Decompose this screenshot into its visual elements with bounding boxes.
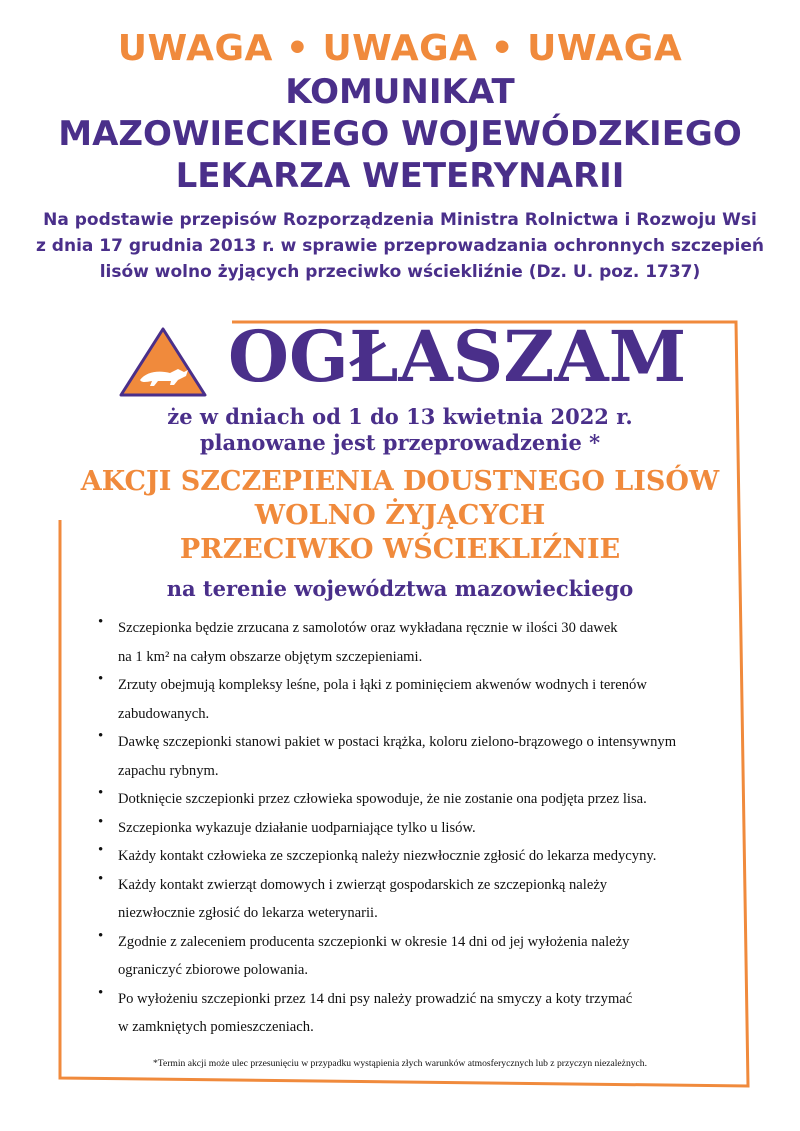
bullet-text: zabudowanych. bbox=[118, 705, 210, 722]
list-item bbox=[98, 671, 718, 728]
list-item bbox=[98, 728, 718, 785]
bullet-text: • Zrzuty obejmują kompleksy leśne, pola i łąki z pominięciem akwenów wodnych i terenów bbox=[118, 677, 647, 693]
bullet-text: • Po wyłożeniu szczepionki przez 14 dni psy należy prowadzić na smyczy a koty trzymać bbox=[118, 990, 633, 1007]
bullet-text: niezwłocznie zgłosić do lekarza weterynarii. bbox=[118, 905, 378, 921]
bullet-text: na 1 km² na całym obszarze objętym szczepieniami. bbox=[118, 648, 423, 665]
area-line: na terenie województwa mazowieckiego bbox=[166, 576, 634, 601]
bullet-list bbox=[98, 614, 718, 1042]
list-item bbox=[98, 785, 718, 814]
legal-basis-line-1: Na podstawie przepisów Rozporządzenia Ministra Rolnictwa i Rozwoju Wsi bbox=[43, 210, 757, 230]
list-item bbox=[98, 614, 718, 671]
bullet-text: • Każdy kontakt człowieka ze szczepionką należy niezwłocznie zgłosić do lekarza medycyny. bbox=[118, 848, 657, 864]
list-item bbox=[98, 871, 718, 928]
list-item bbox=[98, 842, 718, 871]
list-item bbox=[98, 985, 718, 1042]
bullet-text: • Każdy kontakt zwierząt domowych i zwierząt gospodarskich ze szczepionką należy bbox=[118, 876, 608, 893]
footnote: *Termin akcji może ulec przesunięciu w przypadku wystąpienia złych warunków atmosferycznych lub z przyczyn niezależnych. bbox=[152, 1058, 647, 1069]
list-item bbox=[98, 814, 718, 843]
date-line-2: planowane jest przeprowadzenie * bbox=[199, 430, 601, 455]
legal-basis-line-3: lisów wolno żyjących przeciwko wściekliźnie (Dz. U. poz. 1737) bbox=[99, 262, 701, 282]
headline-oglaszam: OGŁASZAM bbox=[228, 315, 687, 398]
title-line-2: MAZOWIECKIEGO WOJEWÓDZKIEGO bbox=[58, 114, 742, 154]
bullet-text: w zamkniętych pomieszczeniach. bbox=[118, 1019, 314, 1035]
action-title-line-2: WOLNO ŻYJĄCYCH bbox=[254, 500, 546, 531]
action-title-line-3: PRZECIWKO WŚCIEKLIŹNIE bbox=[179, 534, 621, 565]
list-item bbox=[98, 928, 718, 985]
bullet-text: • Dotknięcie szczepionki przez człowieka spowoduje, że nie zostanie ona podjęta przez lisa. bbox=[118, 791, 647, 807]
date-line-1: że w dniach od 1 do 13 kwietnia 2022 r. bbox=[167, 404, 633, 429]
fox-warning-triangle-icon bbox=[118, 326, 208, 398]
action-title-line-1: AKCJI SZCZEPIENIA DOUSTNEGO LISÓW bbox=[80, 466, 720, 497]
bullet-text: ograniczyć zbiorowe polowania. bbox=[118, 962, 309, 978]
attention-banner: UWAGA • UWAGA • UWAGA bbox=[117, 28, 683, 69]
bullet-text: • Szczepionka będzie zrzucana z samolotów oraz wykładana ręcznie w ilości 30 dawek bbox=[118, 620, 618, 636]
title-line-3: LEKARZA WETERYNARII bbox=[175, 156, 625, 196]
bullet-text: • Szczepionka wykazuje działanie uodparniające tylko u lisów. bbox=[118, 819, 476, 836]
legal-basis-line-2: z dnia 17 grudnia 2013 r. w sprawie przeprowadzania ochronnych szczepień bbox=[35, 236, 765, 256]
bullet-text: • Dawkę szczepionki stanowi pakiet w postaci krążka, koloru zielono-brązowego o intensywnym bbox=[118, 734, 677, 750]
bullet-text: • Zgodnie z zaleceniem producenta szczepionki w okresie 14 dni od jej wyłożenia należy bbox=[118, 933, 630, 950]
title-line-1: KOMUNIKAT bbox=[285, 72, 515, 112]
bullet-text: zapachu rybnym. bbox=[118, 762, 219, 779]
